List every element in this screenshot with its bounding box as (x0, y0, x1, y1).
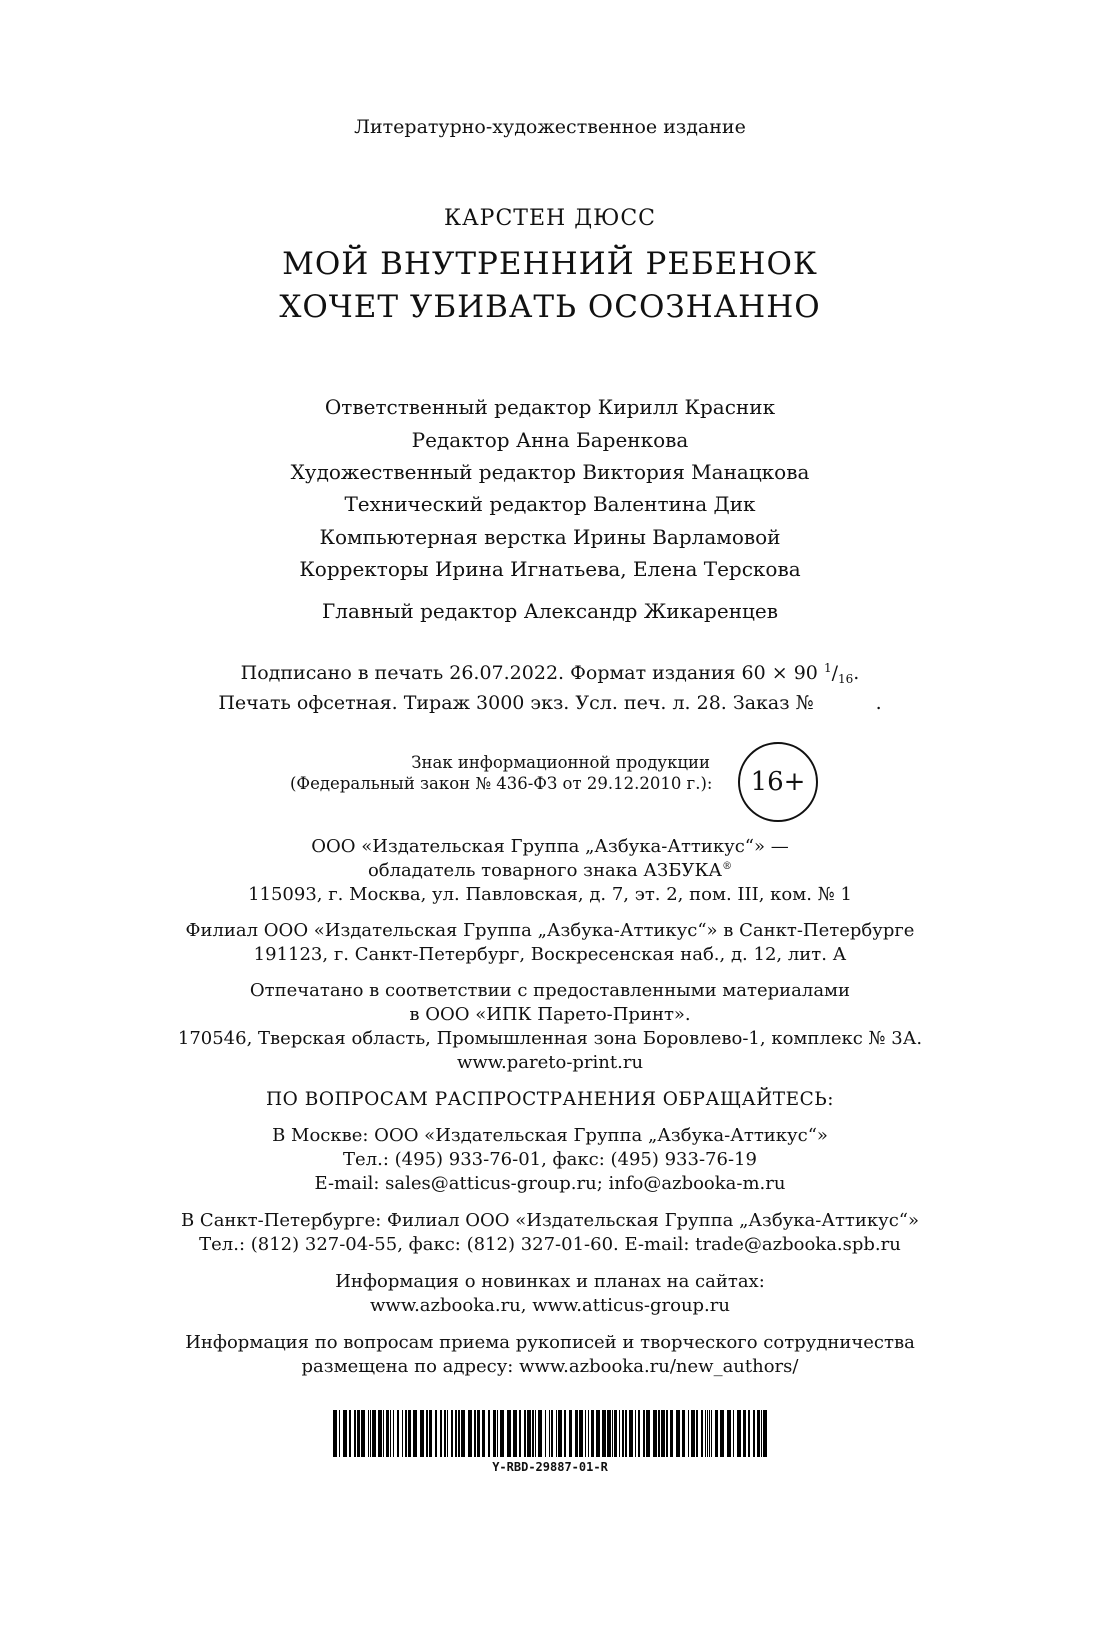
barcode-bar (390, 1410, 391, 1457)
author-name: КАРСТЕН ДЮСС (443, 206, 657, 231)
barcode-bar (666, 1410, 668, 1457)
barcode-bar (513, 1410, 517, 1457)
age-rating-label-line-2: (Федеральный закон № 436-ФЗ от 29.12.2010 г.): (290, 774, 713, 794)
barcode-bar (701, 1410, 703, 1457)
barcode-bar (761, 1410, 762, 1457)
publisher-trademark: обладатель товарного знака АЗБУКА® (367, 860, 733, 881)
barcode-bar (614, 1410, 617, 1457)
format-fraction-numerator: 1 (823, 661, 832, 675)
barcode-bar (545, 1410, 546, 1457)
moscow-email: E-mail: sales@atticus-group.ru; info@azbooka-m.ru (314, 1173, 786, 1194)
barcode-bar (357, 1410, 360, 1457)
barcode-bar (748, 1410, 750, 1457)
moscow-contact: В Москве: ООО «Издательская Группа „Азбука-Аттикус“» (272, 1125, 828, 1146)
barcode-bar (477, 1410, 480, 1457)
barcode-bar (507, 1410, 511, 1457)
format-fraction-denominator: 16 (838, 672, 854, 686)
barcode-bar (691, 1410, 695, 1457)
barcode-bar (743, 1410, 746, 1457)
barcode-bar (638, 1410, 640, 1457)
barcode-bar (682, 1410, 685, 1457)
barcode-bar (715, 1410, 718, 1457)
barcode-bar (612, 1410, 613, 1457)
age-rating-badge: 16+ (738, 742, 818, 822)
barcode-bar (343, 1410, 347, 1457)
barcode-bar (440, 1410, 442, 1457)
barcode-bar (733, 1410, 734, 1457)
barcode-bar (368, 1410, 369, 1457)
barcode-bar (349, 1410, 351, 1457)
barcode-bar (646, 1410, 650, 1457)
barcode-bar (468, 1410, 472, 1457)
publisher-name: ООО «Издательская Группа „Азбука-Аттикус“» — (311, 836, 789, 857)
moscow-phone: Тел.: (495) 933-76-01, факс: (495) 933-76-19 (343, 1149, 757, 1170)
barcode-bar (500, 1410, 504, 1457)
printer-website: www.pareto-print.ru (456, 1052, 644, 1073)
manuscripts-info-line-2: размещена по адресу: www.azbooka.ru/new_authors/ (301, 1356, 799, 1377)
barcode-bar (763, 1410, 767, 1457)
barcode-bar (622, 1410, 624, 1457)
barcode-bar (370, 1410, 371, 1457)
barcode-bar (551, 1410, 553, 1457)
printer-address: 170546, Тверская область, Промышленная зона Боровлево-1, комплекс № 3А. (177, 1028, 923, 1049)
barcode-bar (757, 1410, 760, 1457)
barcode-bar (727, 1410, 731, 1457)
barcode-bar (405, 1410, 407, 1457)
barcode-bar (753, 1410, 755, 1457)
barcode-bar (361, 1410, 365, 1457)
barcode (333, 1410, 767, 1457)
barcode-bar (709, 1410, 710, 1457)
barcode-bar (455, 1410, 457, 1457)
barcode-bar (661, 1410, 665, 1457)
publisher-address: 115093, г. Москва, ул. Павловская, д. 7, эт. 2, пом. III, ком. № 1 (248, 884, 852, 905)
manuscripts-info-line-1: Информация по вопросам приема рукописей и творческого сотрудничества (185, 1332, 915, 1353)
barcode-bar (558, 1410, 562, 1457)
barcode-bar (653, 1410, 657, 1457)
print-run-order: Печать офсетная. Тираж 3000 экз. Усл. печ. л. 28. Заказ № . (218, 692, 882, 714)
news-info-sites: www.azbooka.ru, www.atticus-group.ru (370, 1295, 730, 1316)
spb-contact: В Санкт-Петербурге: Филиал ООО «Издательская Группа „Азбука-Аттикус“» (180, 1210, 920, 1231)
barcode-bar (488, 1410, 490, 1457)
barcode-bar (658, 1410, 660, 1457)
barcode-bar (535, 1410, 536, 1457)
barcode-bar (688, 1410, 689, 1457)
barcode-bar (588, 1410, 589, 1457)
barcode-bar (607, 1410, 611, 1457)
barcode-bar (643, 1410, 645, 1457)
barcode-bar (493, 1410, 496, 1457)
barcode-bar (519, 1410, 521, 1457)
barcode-bar (378, 1410, 382, 1457)
barcode-bar (482, 1410, 485, 1457)
news-info-line-1: Информация о новинках и планах на сайтах: (335, 1271, 765, 1292)
barcode-bar (413, 1410, 417, 1457)
barcode-bar (333, 1410, 337, 1457)
barcode-bar (670, 1410, 673, 1457)
staff-layout: Компьютерная верстка Ирины Варламовой (319, 525, 781, 549)
barcode-bar (339, 1410, 340, 1457)
barcode-bar (707, 1410, 708, 1457)
barcode-bar (458, 1410, 460, 1457)
barcode-bar (696, 1410, 698, 1457)
book-title-line-2: ХОЧЕТ УБИВАТЬ ОСОЗНАННО (279, 289, 821, 325)
distribution-heading: ПО ВОПРОСАМ РАСПРОСТРАНЕНИЯ ОБРАЩАЙТЕСЬ: (266, 1089, 834, 1110)
barcode-bar (625, 1410, 627, 1457)
barcode-bar (527, 1410, 531, 1457)
barcode-label: Y-RBD-29887-01-R (492, 1460, 608, 1474)
barcode-bar (461, 1410, 465, 1457)
barcode-bar (426, 1410, 428, 1457)
barcode-bar (556, 1410, 557, 1457)
printer-line-2: в ООО «ИПК Парето-Принт». (409, 1004, 691, 1025)
barcode-bar (447, 1410, 448, 1457)
staff-proofreaders: Корректоры Ирина Игнатьева, Елена Терскова (299, 557, 801, 581)
spb-phone-email: Тел.: (812) 327-04-55, факс: (812) 327-01-60. E-mail: trade@azbooka.spb.ru (199, 1234, 901, 1255)
barcode-bar (372, 1410, 376, 1457)
barcode-bar (386, 1410, 389, 1457)
print-signed-format: Подписано в печать 26.07.2022. Формат издания 60 × 90 $^1/_{16}$. (240, 661, 860, 686)
edition-genre: Литературно-художественное издание (354, 116, 746, 138)
barcode-bar (497, 1410, 498, 1457)
chief-editor: Главный редактор Александр Жикаренцев (322, 599, 778, 623)
barcode-bar (575, 1410, 578, 1457)
age-rating-label (290, 752, 713, 795)
barcode-bar (474, 1410, 476, 1457)
barcode-bar (720, 1410, 724, 1457)
staff-art-editor: Художественный редактор Виктория Манацкова (290, 460, 810, 484)
barcode-bar (602, 1410, 606, 1457)
barcode-bar (629, 1410, 633, 1457)
barcode-bar (549, 1410, 550, 1457)
barcode-bar (564, 1410, 566, 1457)
barcode-bar (397, 1410, 399, 1457)
barcode-bar (435, 1410, 437, 1457)
barcode-bar (429, 1410, 432, 1457)
barcode-bar (451, 1410, 453, 1457)
barcode-bar (635, 1410, 636, 1457)
barcode-bar (524, 1410, 526, 1457)
barcode-bar (393, 1410, 394, 1457)
barcode-bar (619, 1410, 620, 1457)
barcode-bar (402, 1410, 403, 1457)
barcode-bar (538, 1410, 542, 1457)
registered-mark: ® (722, 861, 733, 872)
age-rating-label-line-1: Знак информационной продукции (411, 753, 710, 772)
barcode-bar (705, 1410, 706, 1457)
barcode-bar (444, 1410, 446, 1457)
book-title-line-1: МОЙ ВНУТРЕННИЙ РЕБЕНОК (282, 246, 818, 282)
staff-technical-editor: Технический редактор Валентина Дик (344, 492, 756, 516)
branch-address: 191123, г. Санкт-Петербург, Воскресенская наб., д. 12, лит. А (253, 944, 847, 965)
barcode-bar (676, 1410, 680, 1457)
branch-name: Филиал ООО «Издательская Группа „Азбука-Аттикус“» в Санкт-Петербурге (185, 920, 915, 941)
barcode-bar (532, 1410, 534, 1457)
barcode-bar (585, 1410, 586, 1457)
barcode-bar (579, 1410, 583, 1457)
barcode-bar (420, 1410, 424, 1457)
barcode-bar (596, 1410, 600, 1457)
barcode-bar (737, 1410, 741, 1457)
barcode-bar (383, 1410, 384, 1457)
staff-managing-editor: Ответственный редактор Кирилл Красник (324, 395, 776, 419)
staff-editor: Редактор Анна Баренкова (411, 428, 689, 452)
barcode-bar (569, 1410, 572, 1457)
barcode-bar (711, 1410, 712, 1457)
barcode-bar (408, 1410, 411, 1457)
barcode-bar (354, 1410, 356, 1457)
printer-line-1: Отпечатано в соответствии с предоставленными материалами (249, 980, 851, 1001)
barcode-bar (591, 1410, 594, 1457)
